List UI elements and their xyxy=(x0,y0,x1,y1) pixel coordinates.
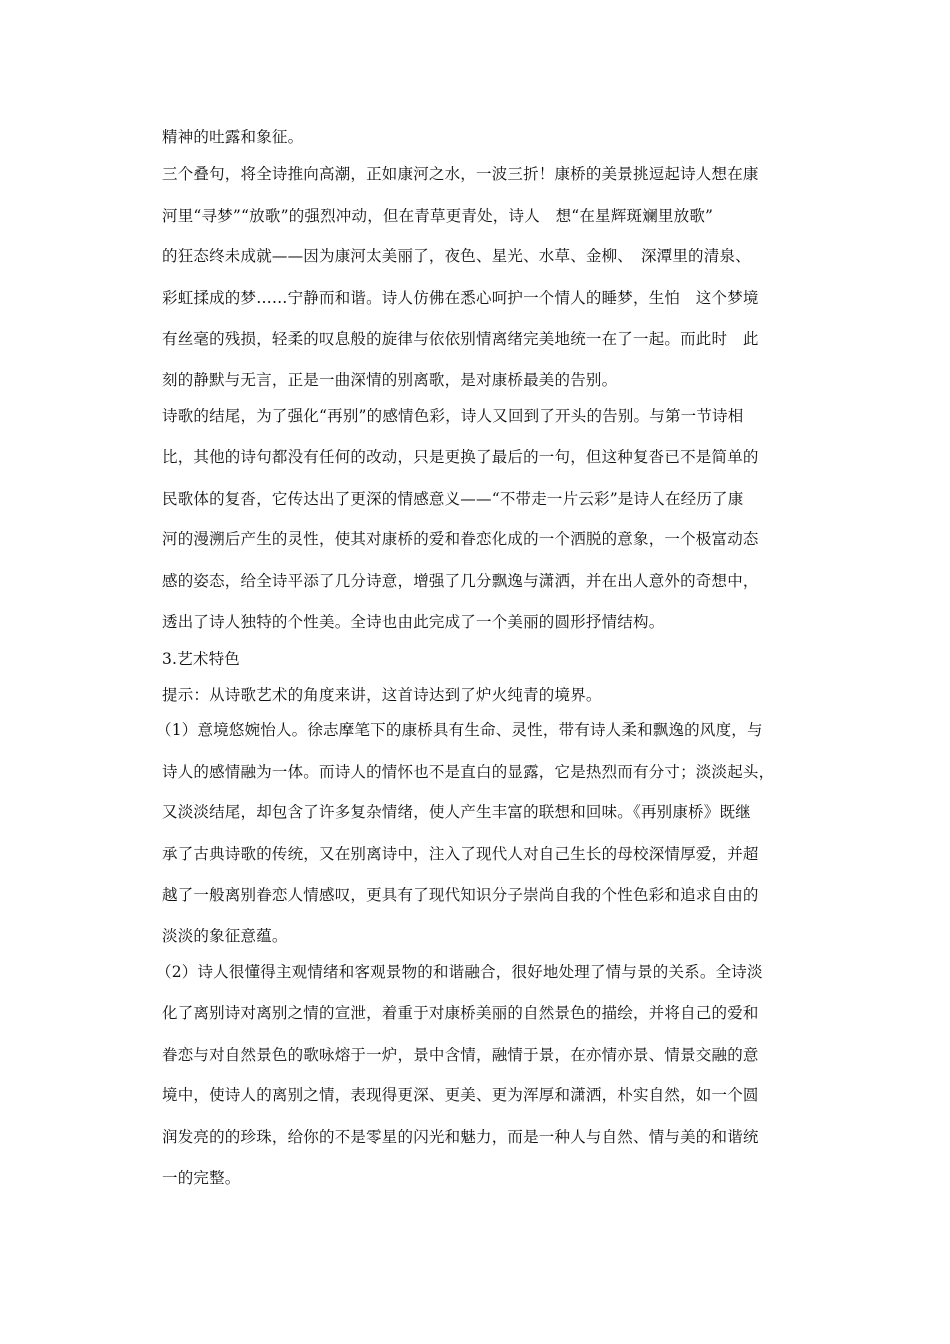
text-line: 精神的吐露和象征。 xyxy=(162,128,304,146)
text-line: 三个叠句，将全诗推向高潮，正如康河之水，一波三折！康桥的美景挑逗起诗人想在康 xyxy=(162,165,759,183)
text-line: 刻的静默与无言，正是一曲深情的别离歌，是对康桥最美的告别。 xyxy=(162,371,618,389)
text-line: 河里“寻梦”“放歌”的强烈冲动，但在青草更青处，诗人 想“在星辉斑斓里放歌” xyxy=(162,207,714,225)
text-line: 承了古典诗歌的传统，又在别离诗中，注入了现代人对自己生长的母校深情厚爱，并超 xyxy=(162,845,759,863)
text-line: 润发亮的的珍珠，给你的不是零星的闪光和魅力，而是一种人与自然、情与美的和谐统 xyxy=(162,1128,759,1146)
text-line: 诗歌的结尾，为了强化“再别”的感情色彩，诗人又回到了开头的告别。与第一节诗相 xyxy=(162,407,744,425)
text-line: 透出了诗人独特的个性美。全诗也由此完成了一个美丽的圆形抒情结构。 xyxy=(162,613,665,631)
text-line: 一的完整。 xyxy=(162,1169,241,1187)
text-line: 化了离别诗对离别之情的宣泄，着重于对康桥美丽的自然景色的描绘，并将自己的爱和 xyxy=(162,1004,759,1022)
text-line: 民歌体的复沓，它传达出了更深的情感意义——“不带走一片云彩”是诗人在经历了康 xyxy=(162,490,744,508)
text-line: 越了一般离别眷恋人情感叹，更具有了现代知识分子崇尚自我的个性色彩和追求自由的 xyxy=(162,886,759,904)
section-heading: 3.艺术特色 xyxy=(162,650,240,668)
text-line: （2）诗人很懂得主观情绪和客观景物的和谐融合，很好地处理了情与景的关系。全诗淡 xyxy=(156,963,763,981)
text-line: 比，其他的诗句都没有任何的改动，只是更换了最后的一句，但这种复沓已不是简单的 xyxy=(162,448,759,466)
text-line: 彩虹揉成的梦……宁静而和谐。诗人仿佛在悉心呵护一个情人的睡梦，生怕 这个梦境 xyxy=(162,289,759,307)
text-line: 提示：从诗歌艺术的角度来讲，这首诗达到了炉火纯青的境界。 xyxy=(162,686,602,704)
text-line: 河的漫溯后产生的灵性，使其对康桥的爱和眷恋化成的一个洒脱的意象，一个极富动态 xyxy=(162,530,759,548)
text-line: 眷恋与对自然景色的歌咏熔于一炉，景中含情，融情于景，在亦情亦景、情景交融的意 xyxy=(162,1046,759,1064)
text-line: 淡淡的象征意蕴。 xyxy=(162,927,288,945)
text-line: （1）意境悠婉怡人。徐志摩笔下的康桥具有生命、灵性，带有诗人柔和飘逸的风度，与 xyxy=(156,721,763,739)
text-line: 感的姿态，给全诗平添了几分诗意，增强了几分飘逸与潇洒，并在出人意外的奇想中， xyxy=(162,572,759,590)
text-line: 有丝毫的残损，轻柔的叹息般的旋律与依依别情离绪完美地统一在了一起。而此时 此 xyxy=(162,330,759,348)
text-line: 又淡淡结尾，却包含了许多复杂情绪，使人产生丰富的联想和回味。《再别康桥》既继 xyxy=(162,803,751,821)
text-line: 的狂态终未成就——因为康河太美丽了，夜色、星光、水草、金柳、 深潭里的清泉、 xyxy=(162,247,751,265)
text-line: 境中，使诗人的离别之情，表现得更深、更美、更为浑厚和潇洒，朴实自然，如一个圆 xyxy=(162,1086,759,1104)
text-line: 诗人的感情融为一体。而诗人的情怀也不是直白的显露，它是热烈而有分寸；淡淡起头， xyxy=(162,763,775,781)
